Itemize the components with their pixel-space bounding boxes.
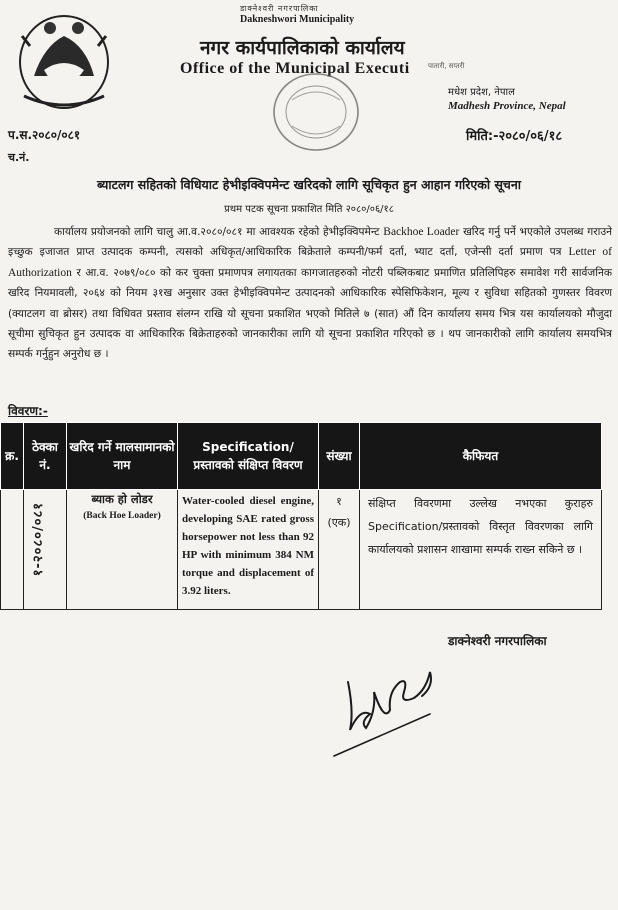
top-nepali-line: डाक्नेश्वरी नगरपालिका bbox=[240, 4, 319, 13]
dispatch-number: च.नं. bbox=[8, 151, 30, 164]
quantity-word: (एक) bbox=[327, 516, 351, 529]
notice-subtitle: प्रथम पटक सूचना प्रकाशित मिति २०८०/०६/१८ bbox=[224, 204, 394, 215]
row-sn-cell bbox=[1, 490, 24, 610]
table-header-row bbox=[1, 423, 602, 490]
nepal-emblem-icon bbox=[14, 6, 114, 114]
notice-body bbox=[8, 222, 612, 365]
details-table bbox=[0, 422, 602, 610]
body-equipment-name: Backhoe Loader bbox=[383, 226, 460, 238]
body-part-1: कार्यालय प्रयोजनको लागि चालु आ.व.२०८०/०८१ मा आवश्यक रहेको हेभीइक्विपमेन्ट bbox=[54, 226, 380, 238]
quantity-value: १ bbox=[336, 495, 342, 508]
reference-number: प.स.२०८०/०८१ bbox=[8, 128, 81, 142]
item-name-nepali: ब्याक हो लोडर bbox=[91, 492, 153, 506]
office-english: Office of the Municipal Executi bbox=[180, 60, 410, 77]
body-letter-authorization: Letter of Authorization bbox=[8, 246, 612, 279]
row-spec-cell: Water-cooled diesel engine, developing SAE rated gross horsepower not less than 92 HP with minimum 384 NM torque and displacement of 3.92 liters. bbox=[178, 490, 319, 610]
body-part-2: खरिद गर्नु पर्ने भएकोले उपलब्ध गराउने इच्छुक इजाजत प्राप्त उत्पादक कम्पनी, त्यसको अधिकृत/आधिकारिक बिक्रेताले कम्पनी/फर्म दर्ता, भ्याट दर्ता, एजेन्सी दर्ता प्रमाण पत्र bbox=[8, 226, 613, 259]
header-specification: Specification/ प्रस्तावको संक्षिप्त विवरण bbox=[178, 423, 319, 490]
header-item-name: खरिद गर्ने मालसामानको नाम bbox=[67, 423, 178, 490]
office-nepali: नगर कार्यपालिकाको कार्यालय bbox=[200, 37, 405, 59]
office-stamp-icon bbox=[270, 70, 362, 154]
header-contract-no: ठेक्का नं. bbox=[24, 423, 67, 490]
notice-title: ब्याटलग सहितको विधियाट हेभीइक्विपमेन्ट खरिदको लागि सूचिकृत हुन आहान गरिएको सूचना bbox=[96, 177, 522, 192]
row-contract-cell bbox=[24, 490, 67, 610]
signature-icon bbox=[330, 652, 450, 762]
row-remarks-cell: संक्षिप्त विवरणमा उल्लेख नभएका कुराहरु Specification/प्रस्तावको विस्तृत विवरणका लागि कार्यालयको प्रशासन शाखामा सम्पर्क राख्न सकिने छ । bbox=[360, 490, 602, 610]
row-item-cell bbox=[67, 490, 178, 610]
header-remarks: कैफियत bbox=[360, 423, 602, 490]
notice-date: मिति:-२०८०/०६/१८ bbox=[466, 129, 563, 144]
province-nepali: मधेश प्रदेश, नेपाल bbox=[448, 87, 515, 98]
details-label: विवरण:- bbox=[8, 404, 48, 418]
province-english: Madhesh Province, Nepal bbox=[448, 100, 566, 112]
municipality-english: Dakneshwori Municipality bbox=[240, 14, 355, 25]
signatory-municipality: डाक्नेश्वरी नगरपालिका bbox=[448, 634, 547, 648]
contract-number: १-२०८०/०८१ bbox=[31, 502, 46, 577]
header-quantity: संख्या bbox=[319, 423, 360, 490]
row-qty-cell bbox=[319, 490, 360, 610]
table-row bbox=[1, 490, 602, 610]
item-name-english: (Back Hoe Loader) bbox=[83, 511, 161, 521]
body-part-3: र आ.व. २०७९/०८० को कर चुक्ता प्रमाणपत्र लगायतका कागजातहरुको नोटरी पब्लिकबाट प्रमाणित प्रतिलिपिहरु समावेश गरी सार्वजनिक खरिद नियमावली, २०६४ को नियम ३१ख अनुसार उक्त हेभीइक्विपमेन्ट उत्पादनको आधिकारिक स्पेसिफिकेशन, मूल्य र सुविधा सहितको गुणस्तर विवरण (क्याटलग वा ब्रोसर) तथा विधिवत प्रस्ताव संलग्न राखि यो सूचना प्रकाशित भएको मितिले ७ (सात) औं दिन कार्यालय समय भित्र यस कार्यालयको मौजुदा सूचीमा सुचिकृत हुन उत्पादक वा आधिकारिक बिक्रेताहरुको जानकारीका लागि यो सूचना प्रकाशित गरिएको छ । थप जानकारीको लागि कार्यालय समयभित्र सम्पर्क गर्नुहुन अनुरोध छ । bbox=[8, 266, 613, 361]
header-sn: क्र. bbox=[1, 423, 24, 490]
address-small: पातारी, सप्तरी bbox=[428, 62, 465, 70]
